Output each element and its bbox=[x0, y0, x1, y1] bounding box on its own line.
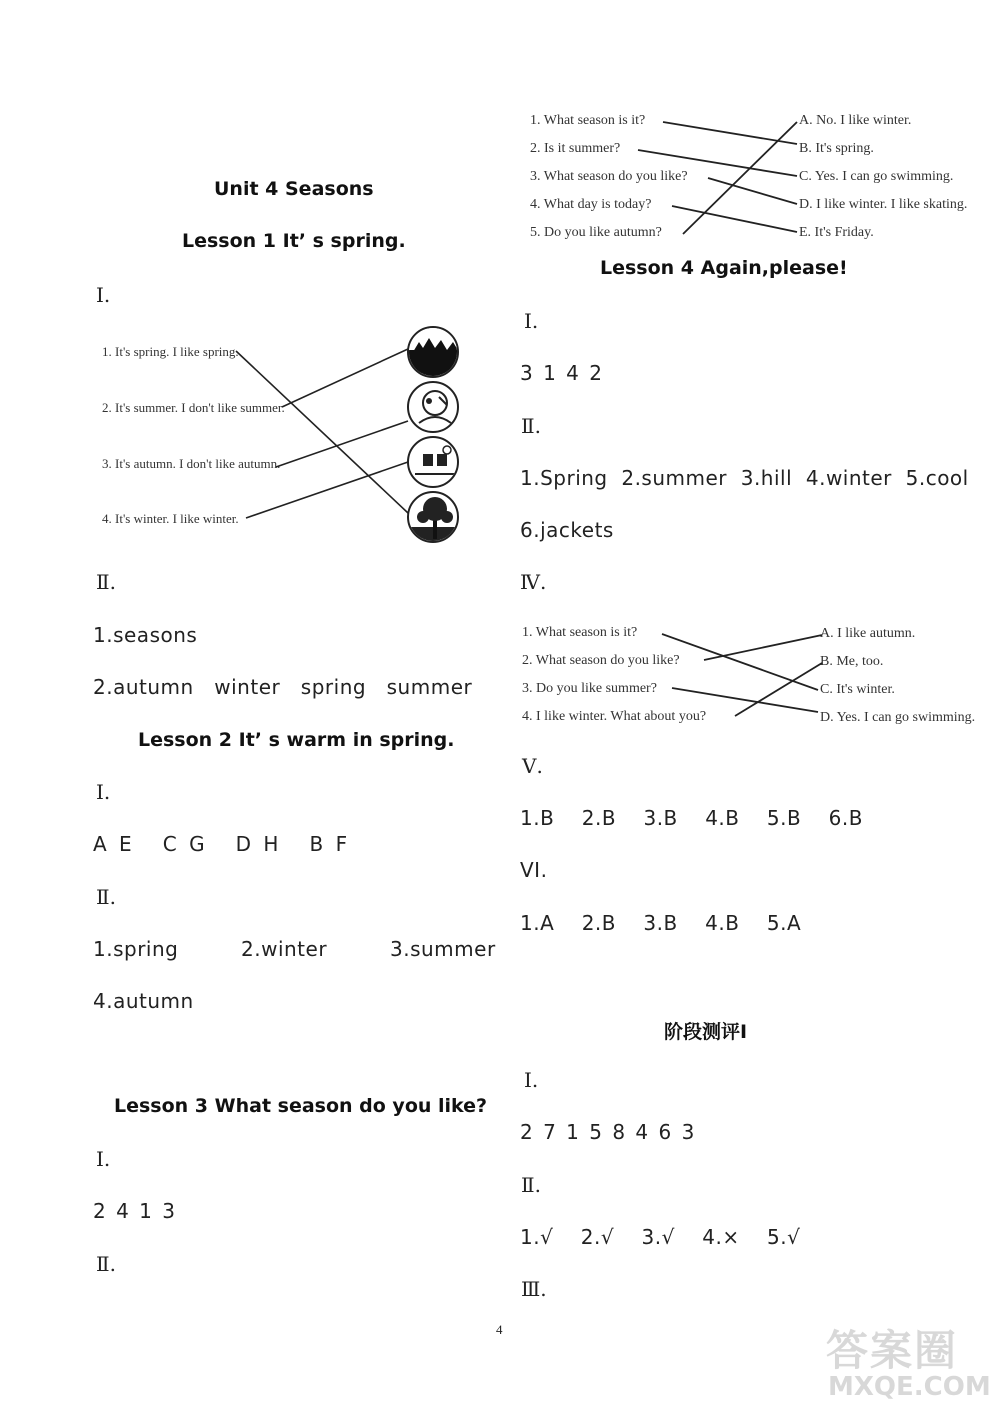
lesson1-section-2: Ⅱ. bbox=[96, 570, 116, 594]
unit-title: Unit 4 Seasons bbox=[214, 178, 374, 200]
iv-question-2: 2. What season do you like? bbox=[522, 653, 680, 668]
iv-answer-b: B. Me, too. bbox=[820, 654, 884, 669]
lesson4-answer-2-1: 1.Spring 2.summer 3.hill 4.winter 5.cool bbox=[520, 466, 969, 490]
lesson2-section-1: Ⅰ. bbox=[96, 780, 111, 804]
iv-question-4: 4. I like winter. What about you? bbox=[522, 709, 707, 724]
match-question-1: 1. What season is it? bbox=[530, 113, 646, 128]
lesson2-answer-2-2: 2.winter bbox=[241, 937, 328, 961]
watermark-url: MXQE.COM bbox=[828, 1372, 991, 1402]
lesson4-answer-5: 1.B 2.B 3.B 4.B 5.B 6.B bbox=[520, 806, 863, 830]
lesson1-sentence-2: 2. It's summer. I don't like summer. bbox=[102, 400, 285, 415]
stage-answer-2: 1.√ 2.√ 3.√ 4.× 5.√ bbox=[520, 1225, 801, 1249]
stage-test-title: 阶段测评Ⅰ bbox=[664, 1021, 748, 1043]
lesson3-title: Lesson 3 What season do you like? bbox=[114, 1095, 488, 1117]
lesson4-section-2: Ⅱ. bbox=[521, 414, 541, 438]
stage-section-1: Ⅰ. bbox=[524, 1068, 539, 1092]
page-number: 4 bbox=[496, 1322, 503, 1337]
lesson1-section-1: Ⅰ. bbox=[96, 283, 111, 307]
lesson4-answer-6: 1.A 2.B 3.B 4.B 5.A bbox=[520, 911, 802, 935]
lesson4-title: Lesson 4 Again,please! bbox=[600, 257, 848, 279]
lesson4-answer-1: 3 1 4 2 bbox=[520, 361, 604, 385]
match-answer-e: E. It's Friday. bbox=[799, 225, 874, 240]
match-question-5: 5. Do you like autumn? bbox=[530, 225, 662, 240]
stage-section-2: Ⅱ. bbox=[521, 1173, 541, 1197]
lesson1-title: Lesson 1 It’ s spring. bbox=[182, 230, 406, 252]
lesson4-section-4: Ⅳ. bbox=[520, 570, 547, 594]
iv-question-1: 1. What season is it? bbox=[522, 625, 638, 640]
lesson3-section-1: Ⅰ. bbox=[96, 1147, 111, 1171]
lesson2-answer-2-1: 1.spring bbox=[93, 937, 179, 961]
lesson2-answer-2-3: 3.summer bbox=[390, 937, 496, 961]
lesson4-section-5: Ⅴ. bbox=[522, 754, 543, 778]
lesson1-sentence-1: 1. It's spring. I like spring. bbox=[102, 344, 239, 359]
lesson1-sentence-4: 4. It's winter. I like winter. bbox=[102, 511, 239, 526]
lesson2-section-2: Ⅱ. bbox=[96, 885, 116, 909]
lesson2-answer-1: A E C G D H B F bbox=[93, 832, 351, 856]
stage-answer-1: 2 7 1 5 8 4 6 3 bbox=[520, 1120, 697, 1144]
stage-section-3: Ⅲ. bbox=[521, 1277, 547, 1301]
iv-question-3: 3. Do you like summer? bbox=[522, 681, 657, 696]
lesson2-title: Lesson 2 It’ s warm in spring. bbox=[138, 729, 455, 751]
match-answer-c: C. Yes. I can go swimming. bbox=[799, 169, 954, 184]
match-question-4: 4. What day is today? bbox=[530, 197, 652, 212]
lesson4-section-6: VI. bbox=[520, 858, 548, 882]
iv-answer-c: C. It's winter. bbox=[820, 682, 895, 697]
match-answer-d: D. I like winter. I like skating. bbox=[799, 197, 968, 212]
match-answer-b: B. It's spring. bbox=[799, 141, 874, 156]
match-answer-a: A. No. I like winter. bbox=[799, 113, 912, 128]
lesson1-answer-2-1: 1.seasons bbox=[93, 623, 198, 647]
iv-answer-a: A. I like autumn. bbox=[820, 626, 916, 641]
lesson3-section-2: Ⅱ. bbox=[96, 1252, 116, 1276]
watermark-logo: 答案圈 bbox=[826, 1326, 959, 1375]
lesson4-section-1: Ⅰ. bbox=[524, 309, 539, 333]
lesson1-sentence-3: 3. It's autumn. I don't like autumn. bbox=[102, 456, 281, 471]
lesson4-answer-2-2: 6.jackets bbox=[520, 518, 614, 542]
match-question-3: 3. What season do you like? bbox=[530, 169, 688, 184]
lesson3-answer-1: 2 4 1 3 bbox=[93, 1199, 177, 1223]
iv-answer-d: D. Yes. I can go swimming. bbox=[820, 710, 976, 725]
lesson2-answer-2-4: 4.autumn bbox=[93, 989, 194, 1013]
lesson1-answer-2-2: 2.autumn winter spring summer bbox=[93, 675, 473, 699]
match-question-2: 2. Is it summer? bbox=[530, 141, 621, 156]
